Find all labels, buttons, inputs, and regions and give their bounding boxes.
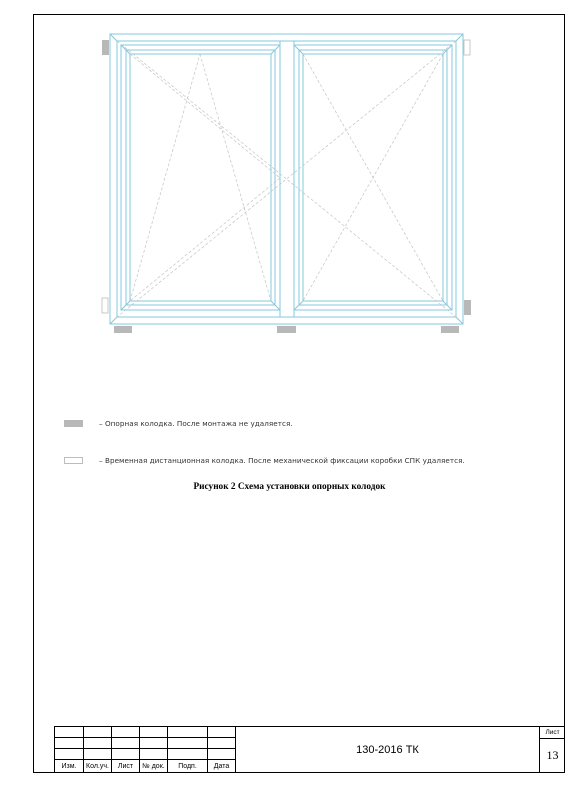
support-block-bottom-left: [114, 326, 132, 333]
support-blocks: [102, 40, 471, 333]
temporary-block-swatch: [64, 457, 83, 464]
temporary-block-top-right: [464, 40, 470, 55]
support-block-swatch: [64, 420, 83, 427]
temporary-blocks: [102, 40, 470, 313]
temporary-block-left-bottom: [102, 298, 108, 313]
header-list: Лист: [112, 760, 140, 773]
figure-caption: Рисунок 2 Схема установки опорных колодок: [193, 482, 386, 492]
header-kol-uch: Кол.уч.: [84, 760, 112, 773]
support-block-bottom-center: [277, 326, 296, 333]
header-podp: Подп.: [168, 760, 208, 773]
left-sash: [121, 45, 280, 310]
left-glass: [130, 54, 271, 301]
sheet-box: [539, 726, 565, 773]
revision-grid: [54, 726, 236, 773]
legend-temporary-text: – Временная дистанционная колодка. После механической фиксации коробки СПК удаляется.: [99, 456, 465, 465]
legend-support-text: – Опорная колодка. После монтажа не удаляется.: [99, 419, 293, 428]
outer-frame: [110, 34, 463, 324]
title-block: [54, 726, 565, 773]
sheet-label: Лист: [540, 727, 565, 739]
support-block-top-left: [102, 40, 109, 55]
left-sash-turn-line-a: [130, 54, 280, 178]
left-sash-tilt-line-a: [130, 54, 200, 301]
support-block-bottom-right: [441, 326, 459, 333]
legend-temporary: [64, 456, 465, 465]
header-data: Дата: [208, 760, 236, 773]
legend-support: [64, 419, 293, 428]
left-sash-tilt-line-b: [200, 54, 271, 301]
mullion: [280, 41, 294, 317]
window-diagram: [90, 30, 490, 340]
left-glass-outer: [126, 50, 275, 305]
header-izm: Изм.: [55, 760, 84, 773]
sheet-number: 13: [546, 748, 559, 762]
support-block-right-bottom: [464, 300, 471, 315]
document-code: 130-2016 ТК: [235, 726, 539, 773]
left-sash-turn-line-b: [130, 178, 280, 301]
header-doc-no: № док.: [140, 760, 168, 773]
